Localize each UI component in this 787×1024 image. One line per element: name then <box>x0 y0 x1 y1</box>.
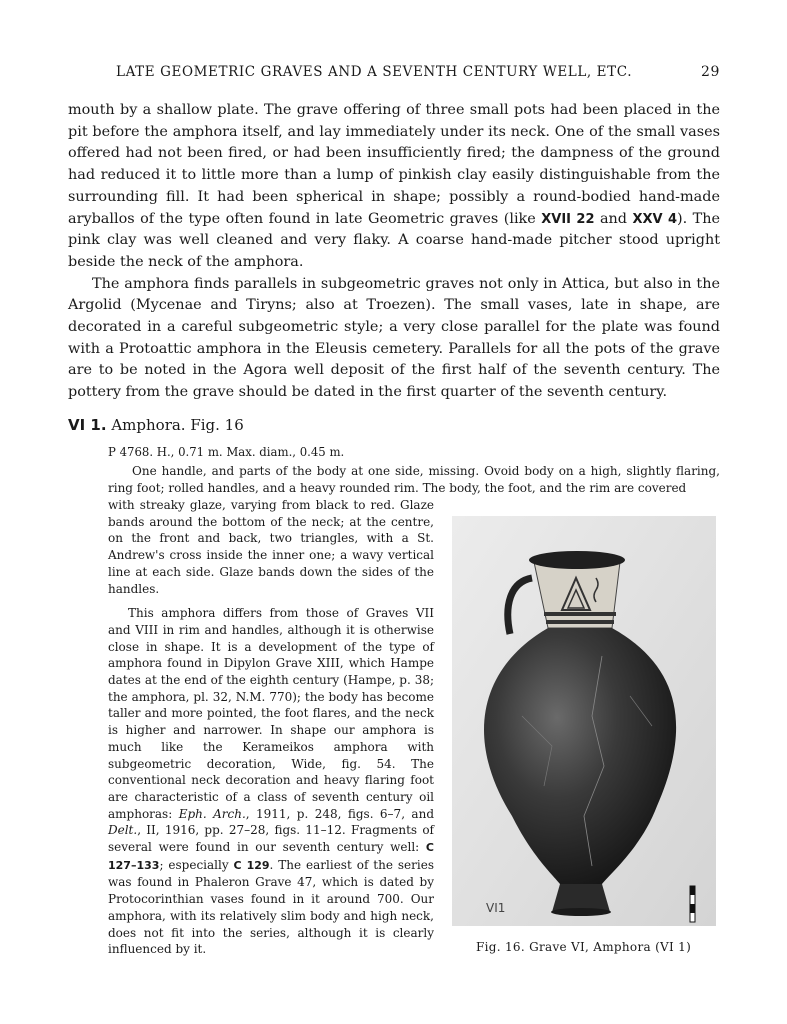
discussion-part-2: , 1911, p. 248, figs. 6–7, and <box>245 806 434 821</box>
paragraph-1-part-3: ). The pink clay was well cleaned and very flaky. A coarse hand-made pitcher stood upright beside the neck of the amphora. <box>68 210 721 270</box>
catalog-line: P 4768. H., 0.71 m. Max. diam., 0.45 m. <box>108 445 345 459</box>
paragraph-1-part-2: and <box>594 210 633 227</box>
neck-band <box>546 620 614 624</box>
amphora-foot <box>552 884 610 912</box>
entry-heading <box>68 416 244 434</box>
reference-c127-133: C 127–133 <box>108 841 434 872</box>
amphora-rim <box>529 551 625 569</box>
paragraph-2: The amphora finds parallels in subgeometric graves not only in Attica, but also in the Argolid (Mycenae and Tiryns; also at Troezen). The small vases, late in shape, are decorated in a careful subgeometric style; a very close parallel for the plate was found with a Protoattic amphora in the Eleusis cemetery. Parallels for all the pots of the grave are to be noted in the Agora well deposit of the first half of the seventh century. The pottery from the grave should be dated in the first quarter of the seventh century. <box>68 275 720 401</box>
neck-band <box>544 612 616 616</box>
running-title: LATE GEOMETRIC GRAVES AND A SEVENTH CENTURY WELL, ETC. <box>116 64 633 80</box>
discussion-part-3: , II, 1916, pp. 27–28, figs. 11–12. Fragments of several were found in our seventh century well: <box>108 823 434 855</box>
reference-xvii-22: XVII 22 <box>541 211 595 227</box>
discussion-paragraph <box>108 605 434 958</box>
discussion-part-4: ; especially <box>159 857 234 872</box>
reference-c129: C 129 <box>233 858 270 872</box>
paragraph-1-part-1: mouth by a shallow plate. The grave offering of three small pots had been placed in the pit before the amphora itself, and lay immediately under its neck. One of the small vases offered had not been fired, or had been insufficiently fired; the dampness of the ground had reduced it to little more than a lump of pinkish clay easily distinguishable from the surrounding fill. It had been spherical in shape; possibly a round-bodied hand-made aryballos of the type often found in late Geometric graves (like <box>68 102 720 227</box>
scale-bar-segment <box>690 904 695 913</box>
journal-eph-arch: Eph. Arch. <box>178 806 246 821</box>
amphora-neck <box>534 562 620 628</box>
description-lead: One handle, and parts of the body at one side, missing. Ovoid body on a high, slightly flaring, ring foot; rolled handles, and a heavy rounded rim. The body, the foot, and the rim are covered <box>108 464 720 495</box>
figure-caption: Fig. 16. Grave VI, Amphora (VI 1) <box>476 940 692 954</box>
main-text <box>68 100 720 404</box>
description-continued: with streaky glaze, varying from black to red. Glaze bands around the bottom of the neck; at the centre, on the front and back, two triangles, with a St. Andrew's cross inside the inner one; a wavy vertical line at each side. Glaze bands down the sides of the handles. <box>108 498 434 596</box>
photo-label: VI1 <box>486 901 506 915</box>
description-full-width <box>108 463 720 497</box>
scale-bar-segment <box>690 886 695 895</box>
amphora-illustration <box>452 516 716 926</box>
page-number: 29 <box>700 64 720 80</box>
amphora-foot-base <box>551 908 611 916</box>
description-column <box>108 497 434 958</box>
entry-number: VI 1. <box>68 416 107 434</box>
discussion-part-1: This amphora differs from those of Graves VII and VIII in rim and handles, although it is otherwise close in shape. It is a development of the type of amphora found in Dipylon Grave XIII, which Hampe dates at the end of the eighth century (Hampe, p. 38; the amphora, pl. 32, N.M. 770); the body has become taller and more pointed, the foot flares, and the neck is higher and narrower. In shape our amphora is much like the Kerameikos amphora with subgeometric decoration, Wide, fig. 54. The conventional neck decoration and heavy flaring foot are characteristic of a class of seventh century oil amphoras: <box>108 606 434 821</box>
reference-xxv-4: XXV 4 <box>632 211 677 227</box>
figure-amphora-photo <box>452 516 716 926</box>
discussion-part-5: . The earliest of the series was found in Phaleron Grave 47, which is dated by Protocorinthian vases found in it around 700. Our amphora, with its relatively slim body and high neck, does not fit into the series, although it is clearly influenced by it. <box>108 857 434 957</box>
paragraph-1 <box>68 100 720 274</box>
journal-delt: Delt. <box>108 823 138 838</box>
entry-title: Amphora. Fig. 16 <box>111 416 244 434</box>
